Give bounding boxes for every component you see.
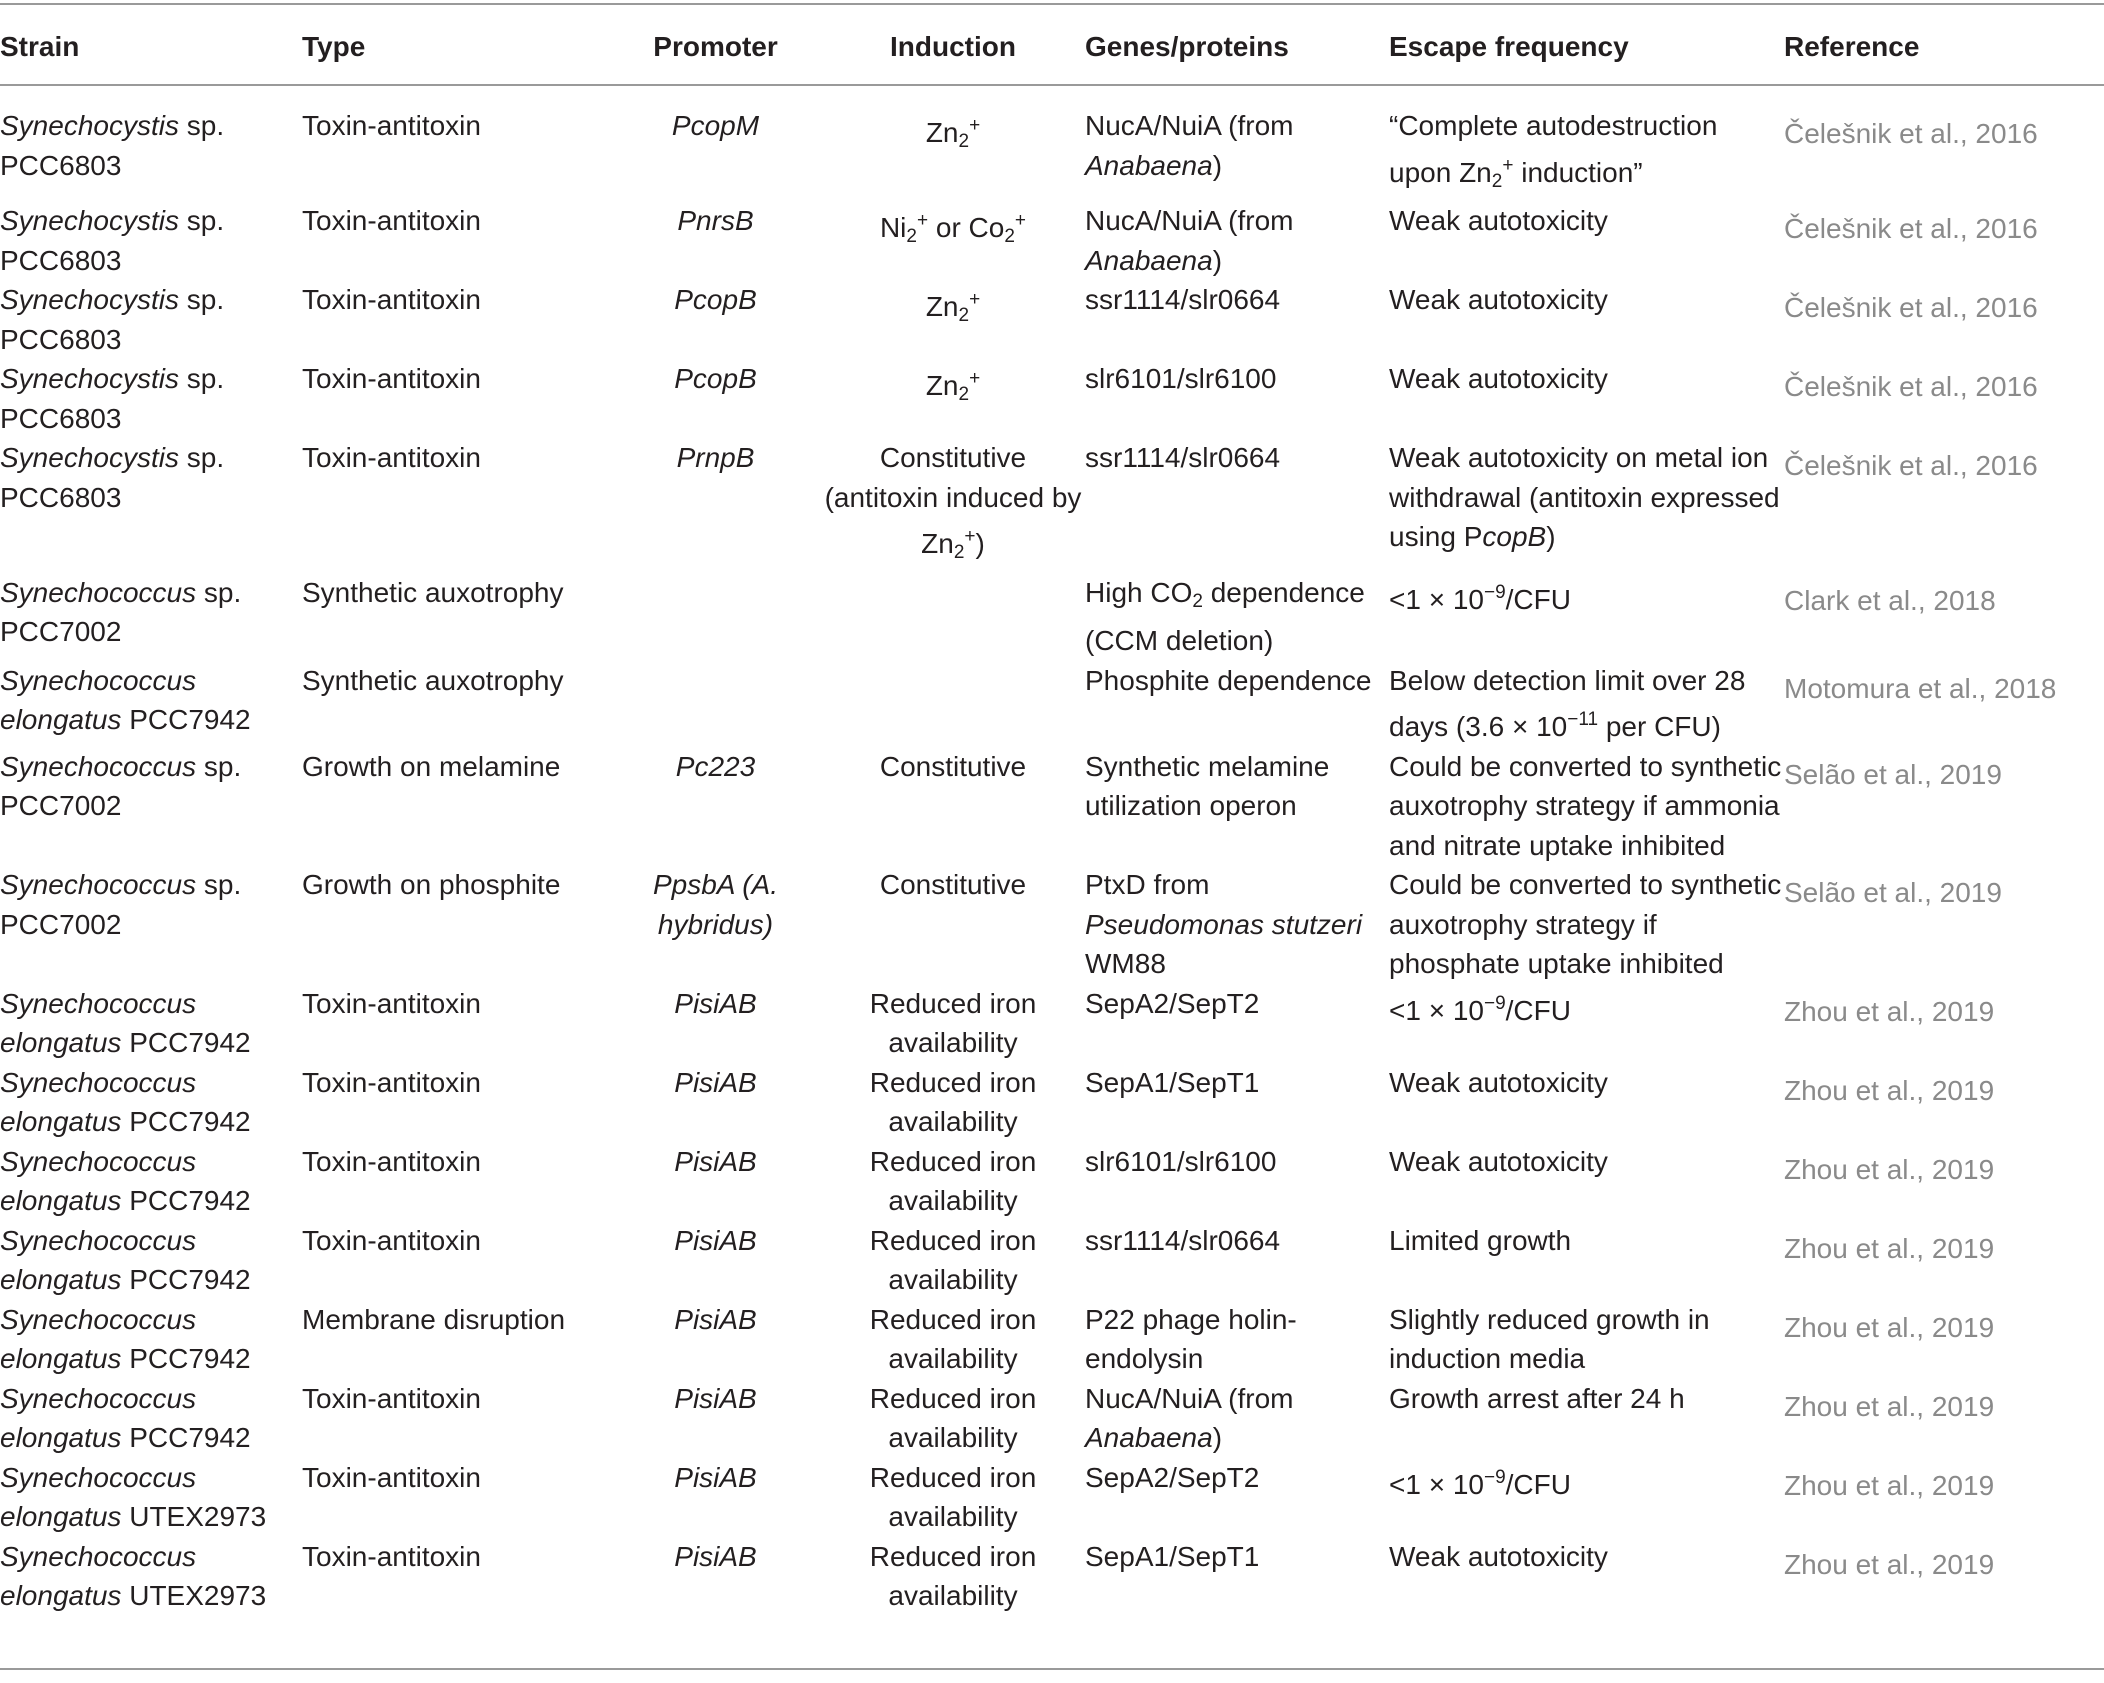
cell-induction: Reduced iron availability <box>869 1382 1037 1453</box>
cell-promoter: PisiAB <box>674 1066 757 1098</box>
cell-induction: Reduced iron availability <box>869 1066 1037 1137</box>
cell-type: Growth on phosphite <box>302 869 561 900</box>
cell-genes: SepA1/SepT1 <box>1085 1066 1260 1098</box>
cell-reference: Zhou et al., 2019 <box>1784 1074 1995 1106</box>
cell-reference: Čelešnik et al., 2016 <box>1784 118 2038 149</box>
cell-type: Toxin-antitoxin <box>302 1382 481 1414</box>
cell-induction: $Ni_2^+$ or $Co_2^+$ <box>879 210 1027 247</box>
table-row <box>0 1063 2104 1142</box>
table-row <box>0 865 2104 984</box>
cell-genes: ssr1114/slr0664 <box>1085 284 1281 315</box>
cell-genes: slr6101/slr6100 <box>1085 363 1277 394</box>
table-row <box>0 201 2104 280</box>
cell-type: Synthetic auxotrophy <box>302 576 564 608</box>
table-row <box>0 1379 2104 1458</box>
cell-induction: Reduced iron availability <box>869 987 1037 1058</box>
table-row <box>0 1537 2104 1616</box>
cell-reference: Zhou et al., 2019 <box>1784 1311 1995 1343</box>
cell-promoter: PisiAB <box>674 1461 757 1493</box>
cell-genes: NucA/NuiA (from Anabaena) <box>1085 110 1294 181</box>
cell-genes: P22 phage holin-endolysin <box>1085 1303 1297 1374</box>
cell-genes: ssr1114/slr0664 <box>1085 442 1281 473</box>
table-row <box>0 1142 2104 1221</box>
cell-reference: Zhou et al., 2019 <box>1784 1390 1995 1422</box>
cell-strain: Synechococcus elongatus UTEX2973 <box>0 1461 267 1532</box>
cell-promoter: PcopB <box>674 363 757 394</box>
table-bottom-rule <box>0 1668 2104 1670</box>
cell-promoter: PisiAB <box>674 987 757 1019</box>
cell-type: Synthetic auxotrophy <box>302 664 564 696</box>
cell-strain: Synechocystis sp. PCC6803 <box>0 110 225 181</box>
cell-escape-frequency: Weak autotoxicity <box>1389 363 1608 394</box>
table-top-rule <box>0 3 2104 5</box>
cell-escape-frequency: $<1 \times 10^{-9}$/CFU <box>1389 992 1571 1026</box>
cell-promoter: PrnpB <box>676 442 755 473</box>
cell-reference: Motomura et al., 2018 <box>1784 672 2057 704</box>
header-promoter: Promoter <box>653 30 778 62</box>
cell-strain: Synechocystis sp. PCC6803 <box>0 363 225 434</box>
cell-escape-frequency: Could be converted to synthetic auxotrophy strategy if phosphate uptake inhibited <box>1389 869 1782 979</box>
cell-type: Toxin-antitoxin <box>302 284 481 315</box>
table-row <box>0 1221 2104 1300</box>
cell-promoter: PisiAB <box>674 1382 757 1414</box>
cell-genes: NucA/NuiA (from Anabaena) <box>1085 205 1294 276</box>
cell-escape-frequency: Weak autotoxicity <box>1389 284 1608 315</box>
data-table <box>0 8 2104 1616</box>
cell-genes: High $CO_2$ dependence (CCM deletion) <box>1085 576 1365 656</box>
cell-genes: Phosphite dependence <box>1085 664 1372 696</box>
cell-genes: SepA1/SepT1 <box>1085 1540 1260 1572</box>
cell-escape-frequency: Slightly reduced growth in induction media <box>1389 1303 1710 1374</box>
cell-induction: Constitutive <box>879 869 1027 900</box>
cell-reference: Čelešnik et al., 2016 <box>1784 213 2038 244</box>
cell-induction <box>821 573 1085 661</box>
cell-induction: $Zn_2^+$ <box>925 368 981 405</box>
cell-type: Toxin-antitoxin <box>302 205 481 236</box>
table-row <box>0 661 2104 747</box>
cell-strain: Synechococcus elongatus PCC7942 <box>0 987 251 1058</box>
cell-escape-frequency: “Complete autodestruction upon $Zn_2^+$ induction” <box>1389 110 1718 192</box>
cell-reference: Zhou et al., 2019 <box>1784 1548 1995 1580</box>
cell-promoter: PpsbA (A. hybridus) <box>652 869 778 940</box>
cell-escape-frequency: Weak autotoxicity <box>1389 1066 1608 1098</box>
cell-reference: Čelešnik et al., 2016 <box>1784 450 2038 481</box>
cell-promoter: PcopM <box>671 110 760 141</box>
header-row <box>0 8 2104 85</box>
cell-promoter: Pc223 <box>675 750 756 782</box>
table-header <box>0 8 2104 85</box>
header-escape-frequency: Escape frequency <box>1389 30 1629 62</box>
cell-reference: Zhou et al., 2019 <box>1784 995 1995 1027</box>
cell-induction: Reduced iron availability <box>869 1224 1037 1295</box>
cell-escape-frequency: Weak autotoxicity on metal ion withdrawal (antitoxin expressed using PcopB) <box>1389 442 1780 552</box>
cell-induction: $Zn_2^+$ <box>925 115 981 152</box>
table-row <box>0 984 2104 1063</box>
header-induction: Induction <box>890 30 1016 62</box>
header-reference: Reference <box>1784 30 1920 62</box>
cell-promoter: PisiAB <box>674 1540 757 1572</box>
cell-reference: Selão et al., 2019 <box>1784 758 2002 790</box>
table-row <box>0 1458 2104 1537</box>
cell-strain: Synechococcus elongatus PCC7942 <box>0 1224 251 1295</box>
cell-reference: Čelešnik et al., 2016 <box>1784 292 2038 323</box>
table-row <box>0 359 2104 438</box>
cell-type: Toxin-antitoxin <box>302 1461 481 1493</box>
cell-promoter: PnrsB <box>677 205 754 236</box>
cell-strain: Synechococcus elongatus PCC7942 <box>0 1303 251 1374</box>
cell-escape-frequency: Weak autotoxicity <box>1389 1145 1608 1177</box>
table-row <box>0 747 2104 866</box>
cell-promoter <box>610 661 821 747</box>
cell-promoter: PisiAB <box>674 1303 757 1335</box>
table-body <box>0 85 2104 1616</box>
cell-induction: Constitutive <box>879 750 1027 782</box>
cell-genes: Synthetic melamine utilization operon <box>1085 750 1330 821</box>
cell-induction: Reduced iron availability <box>869 1145 1037 1216</box>
cell-strain: Synechocystis sp. PCC6803 <box>0 284 225 355</box>
cell-strain: Synechocystis sp. PCC6803 <box>0 205 225 276</box>
cell-reference: Clark et al., 2018 <box>1784 584 1996 616</box>
cell-escape-frequency: Weak autotoxicity <box>1389 205 1608 236</box>
cell-type: Toxin-antitoxin <box>302 1224 481 1256</box>
cell-type: Toxin-antitoxin <box>302 1145 481 1177</box>
cell-reference: Čelešnik et al., 2016 <box>1784 371 2038 402</box>
cell-reference: Zhou et al., 2019 <box>1784 1232 1995 1264</box>
cell-promoter <box>610 573 821 661</box>
cell-strain: Synechococcus elongatus PCC7942 <box>0 1145 251 1216</box>
cell-type: Toxin-antitoxin <box>302 442 481 473</box>
cell-escape-frequency: $<1 \times 10^{-9}$/CFU <box>1389 581 1571 615</box>
cell-type: Toxin-antitoxin <box>302 363 481 394</box>
cell-promoter: PcopB <box>674 284 757 315</box>
table-row <box>0 573 2104 661</box>
table-row <box>0 280 2104 359</box>
cell-escape-frequency: $<1 \times 10^{-9}$/CFU <box>1389 1466 1571 1500</box>
cell-type: Toxin-antitoxin <box>302 1540 481 1572</box>
table-row <box>0 85 2104 201</box>
cell-strain: Synechococcus elongatus PCC7942 <box>0 1382 251 1453</box>
cell-type: Toxin-antitoxin <box>302 987 481 1019</box>
cell-strain: Synechococcus elongatus UTEX2973 <box>0 1540 267 1611</box>
table-row <box>0 438 2104 573</box>
cell-genes: PtxD from Pseudomonas stutzeri WM88 <box>1085 869 1363 979</box>
cell-strain: Synechocystis sp. PCC6803 <box>0 442 225 513</box>
header-strain: Strain <box>0 30 80 62</box>
cell-induction: $Zn_2^+$ <box>925 289 981 326</box>
header-type: Type <box>302 30 366 62</box>
header-genes-proteins: Genes/proteins <box>1085 30 1289 62</box>
cell-reference: Zhou et al., 2019 <box>1784 1469 1995 1501</box>
cell-escape-frequency: Could be converted to synthetic auxotrophy strategy if ammonia and nitrate uptake inhibited <box>1389 750 1782 861</box>
cell-escape-frequency: Limited growth <box>1389 1224 1572 1256</box>
cell-reference: Selão et al., 2019 <box>1784 877 2002 908</box>
cell-induction: Constitutive (antitoxin induced by $Zn_2^+$) <box>824 442 1082 563</box>
cell-escape-frequency: Weak autotoxicity <box>1389 1540 1608 1572</box>
cell-induction <box>821 661 1085 747</box>
table-row <box>0 1300 2104 1379</box>
cell-strain: Synechococcus sp. PCC7002 <box>0 869 242 940</box>
cell-induction: Reduced iron availability <box>869 1461 1037 1532</box>
cell-genes: SepA2/SepT2 <box>1085 1461 1260 1493</box>
cell-genes: NucA/NuiA (from Anabaena) <box>1085 1382 1294 1453</box>
cell-strain: Synechococcus sp. PCC7002 <box>0 750 242 821</box>
cell-type: Growth on melamine <box>302 750 561 782</box>
cell-type: Membrane disruption <box>302 1303 566 1335</box>
cell-promoter: PisiAB <box>674 1145 757 1177</box>
cell-induction: Reduced iron availability <box>869 1540 1037 1611</box>
cell-escape-frequency: Below detection limit over 28 days ($3.6 \times 10^{-11}$ per CFU) <box>1389 664 1746 742</box>
cell-promoter: PisiAB <box>674 1224 757 1256</box>
cell-escape-frequency: Growth arrest after 24 h <box>1389 1382 1685 1414</box>
cell-reference: Zhou et al., 2019 <box>1784 1153 1995 1185</box>
cell-strain: Synechococcus elongatus PCC7942 <box>0 664 251 735</box>
cell-genes: ssr1114/slr0664 <box>1085 1224 1281 1256</box>
cell-strain: Synechococcus elongatus PCC7942 <box>0 1066 251 1137</box>
cell-genes: slr6101/slr6100 <box>1085 1145 1277 1177</box>
cell-induction: Reduced iron availability <box>869 1303 1037 1374</box>
cell-type: Toxin-antitoxin <box>302 1066 481 1098</box>
cell-genes: SepA2/SepT2 <box>1085 987 1260 1019</box>
cell-type: Toxin-antitoxin <box>302 110 481 141</box>
cell-strain: Synechococcus sp. PCC7002 <box>0 576 242 647</box>
